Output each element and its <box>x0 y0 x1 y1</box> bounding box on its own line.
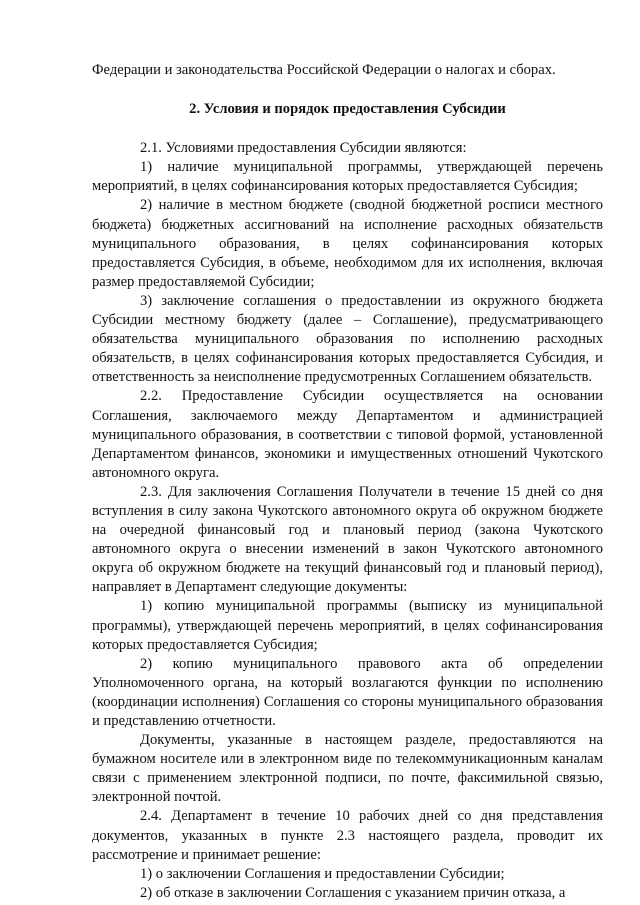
paragraph-2-4-item-2: 2) об отказе в заключении Соглашения с указанием причин отказа, а <box>140 884 566 901</box>
section-title: 2. Условия и порядок предоставления Субсидии <box>189 101 506 118</box>
paragraph-2-1-item-2: 2) наличие в местном бюджете (сводной бюджетной росписи местного бюджета) бюджетных ассигнований на исполнение расходных обязательств муниципального образования, в целях софинансирования которых предоставляется Субсидия, в объеме, необходимом для их исполнения, включая размер предоставляемой Субсидии; <box>92 197 603 290</box>
top-text-fragment: Федерации и законодательства Российской Федерации о налогах и сборах. <box>92 62 556 78</box>
paragraph-2-4: 2.4. Департамент в течение 10 рабочих дней со дня представления документов, указанных в пункте 2.3 настоящего раздела, проводит их рассмотрение и принимает решение: <box>92 808 603 863</box>
paragraph-2-1-item-3: 3) заключение соглашения о предоставлении из окружного бюджета Субсидии местному бюджету (далее – Соглашение), предусматривающего обязательства муниципального образования по исполнению расходных обязательств, в целях софинансирования которых предоставляется Субсидия, и ответственность за неисполнение предусмотренных Соглашением обязательств. <box>92 292 603 386</box>
paragraph-2-2: 2.2. Предоставление Субсидии осуществляется на основании Соглашения, заключаемого между Департаментом и администрацией муниципального образования, в соответствии с типовой формой, установленной Департаментом финансов, экономики и имущественных отношений Чукотского автономного округа. <box>92 388 603 481</box>
paragraph-2-3-item-1: 1) копию муниципальной программы (выписку из муниципальной программы), утверждающей перечень мероприятий, в целях софинансирования которых предоставляется Субсидия; <box>92 598 603 653</box>
paragraph-documents-note: Документы, указанные в настоящем разделе, предоставляются на бумажном носителе или в электронном виде по телекоммуникационным каналам связи с применением электронной подписи, по почте, факсимильной связью, электронной почтой. <box>92 732 603 806</box>
paragraph-2-4-item-1: 1) о заключении Соглашения и предоставлении Субсидии; <box>140 865 505 882</box>
paragraph-2-1: 2.1. Условиями предоставления Субсидии являются: <box>140 140 467 157</box>
paragraph-2-1-item-1: 1) наличие муниципальной программы, утверждающей перечень мероприятий, в целях софинансирования которых предоставляется Субсидия; <box>92 159 603 195</box>
paragraph-2-3-item-2: 2) копию муниципального правового акта об определении Уполномоченного органа, на который возлагаются функции по исполнению (координации исполнения) Соглашения со стороны муниципального образования и представлению отчетности. <box>92 655 603 729</box>
paragraph-2-3: 2.3. Для заключения Соглашения Получатели в течение 15 дней со дня вступления в силу закона Чукотского автономного округа об окружном бюджете на очередной финансовый год и плановый период (закона Чукотского автономного округа о внесении изменений в закон Чукотского автономного округа об окружном бюджете на текущий финансовый год и плановый период), направляет в Департамент следующие документы: <box>92 483 603 596</box>
